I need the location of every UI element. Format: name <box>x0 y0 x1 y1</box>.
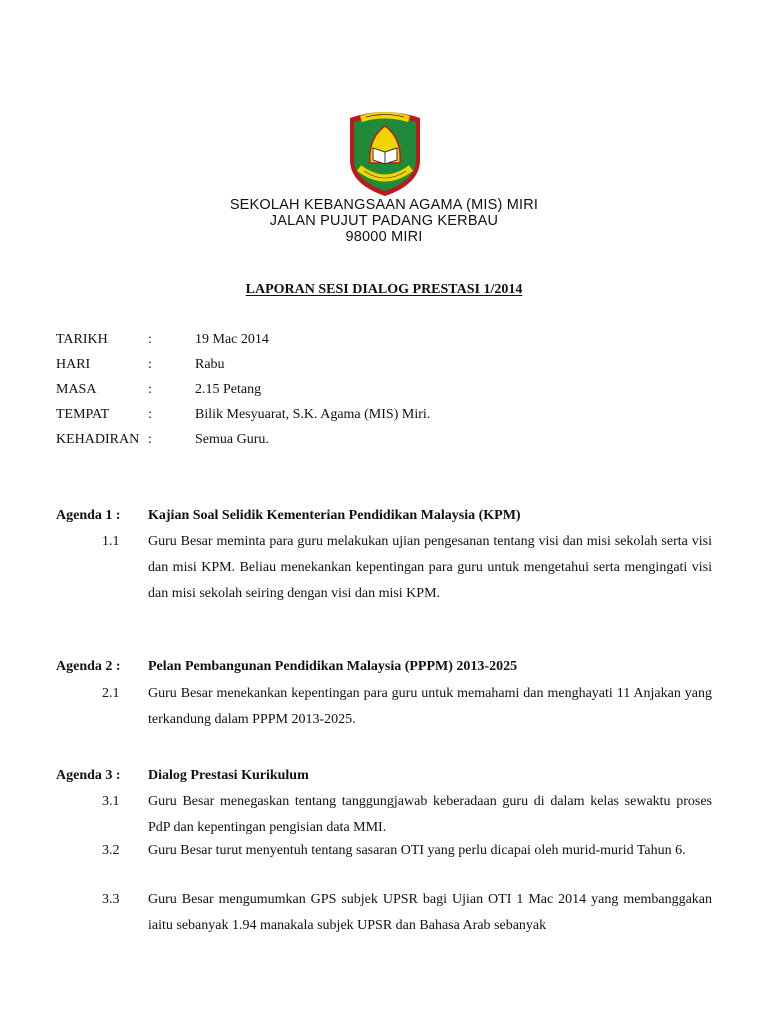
report-title: LAPORAN SESI DIALOG PRESTASI 1/2014 <box>245 282 523 297</box>
info-row-time <box>56 382 716 402</box>
agenda-number: Agenda 2 : <box>56 659 121 674</box>
item-text: Guru Besar menekankan kepentingan para guru untuk memahami dan menghayati 11 Anjakan yang terkandung dalam PPPM 2013-2025. <box>148 686 712 727</box>
info-value: Rabu <box>195 357 225 372</box>
item-number: 2.1 <box>102 686 120 701</box>
info-row-day <box>56 357 716 377</box>
item-number: 1.1 <box>102 534 120 549</box>
info-value: Semua Guru. <box>195 432 269 447</box>
info-row-attendance <box>56 432 716 452</box>
item-number: 3.3 <box>102 892 120 907</box>
info-colon: : <box>148 332 152 347</box>
school-name: SEKOLAH KEBANGSAAN AGAMA (MIS) MIRI <box>229 197 539 213</box>
info-value: 19 Mac 2014 <box>195 332 269 347</box>
info-label: HARI <box>56 357 91 372</box>
info-colon: : <box>148 382 152 397</box>
item-text: Guru Besar menegaskan tentang tanggungjawab keberadaan guru di dalam kelas sewaktu proses PdP dan kepentingan pengisian data MMI. <box>148 794 712 835</box>
item-text: Guru Besar turut menyentuh tentang sasaran OTI yang perlu dicapai oleh murid-murid Tahun 6. <box>148 843 686 858</box>
item-text: Guru Besar meminta para guru melakukan ujian pengesanan tentang visi dan misi sekolah serta visi dan misi KPM. Beliau menekankan kepentingan para guru untuk mengetahui serta mengingati visi dan misi sekolah seiring dengan visi dan misi KPM. <box>148 534 712 601</box>
info-row-venue <box>56 407 716 427</box>
agenda-number: Agenda 3 : <box>56 768 121 783</box>
info-colon: : <box>148 407 152 422</box>
info-label: KEHADIRAN <box>56 432 140 447</box>
agenda-title: Dialog Prestasi Kurikulum <box>148 768 309 783</box>
item-number: 3.1 <box>102 794 120 809</box>
item-text: Guru Besar mengumumkan GPS subjek UPSR bagi Ujian OTI 1 Mac 2014 yang membanggakan iaitu sebanyak 1.94 manakala subjek UPSR dan Bahasa Arab sebanyak <box>148 892 712 933</box>
agenda-title: Pelan Pembangunan Pendidikan Malaysia (PPPM) 2013-2025 <box>148 659 518 674</box>
info-colon: : <box>148 357 152 372</box>
school-address: JALAN PUJUT PADANG KERBAU <box>269 213 499 229</box>
info-row-date <box>56 332 716 352</box>
info-label: MASA <box>56 382 97 397</box>
info-label: TARIKH <box>56 332 108 347</box>
school-crest-logo <box>344 108 426 198</box>
item-number: 3.2 <box>102 843 120 858</box>
school-postcode-city: 98000 MIRI <box>345 229 423 245</box>
agenda-title: Kajian Soal Selidik Kementerian Pendidikan Malaysia (KPM) <box>148 508 521 523</box>
info-value: Bilik Mesyuarat, S.K. Agama (MIS) Miri. <box>195 407 431 422</box>
info-colon: : <box>148 432 152 447</box>
info-value: 2.15 Petang <box>195 382 262 397</box>
info-label: TEMPAT <box>56 407 110 422</box>
agenda-number: Agenda 1 : <box>56 508 121 523</box>
